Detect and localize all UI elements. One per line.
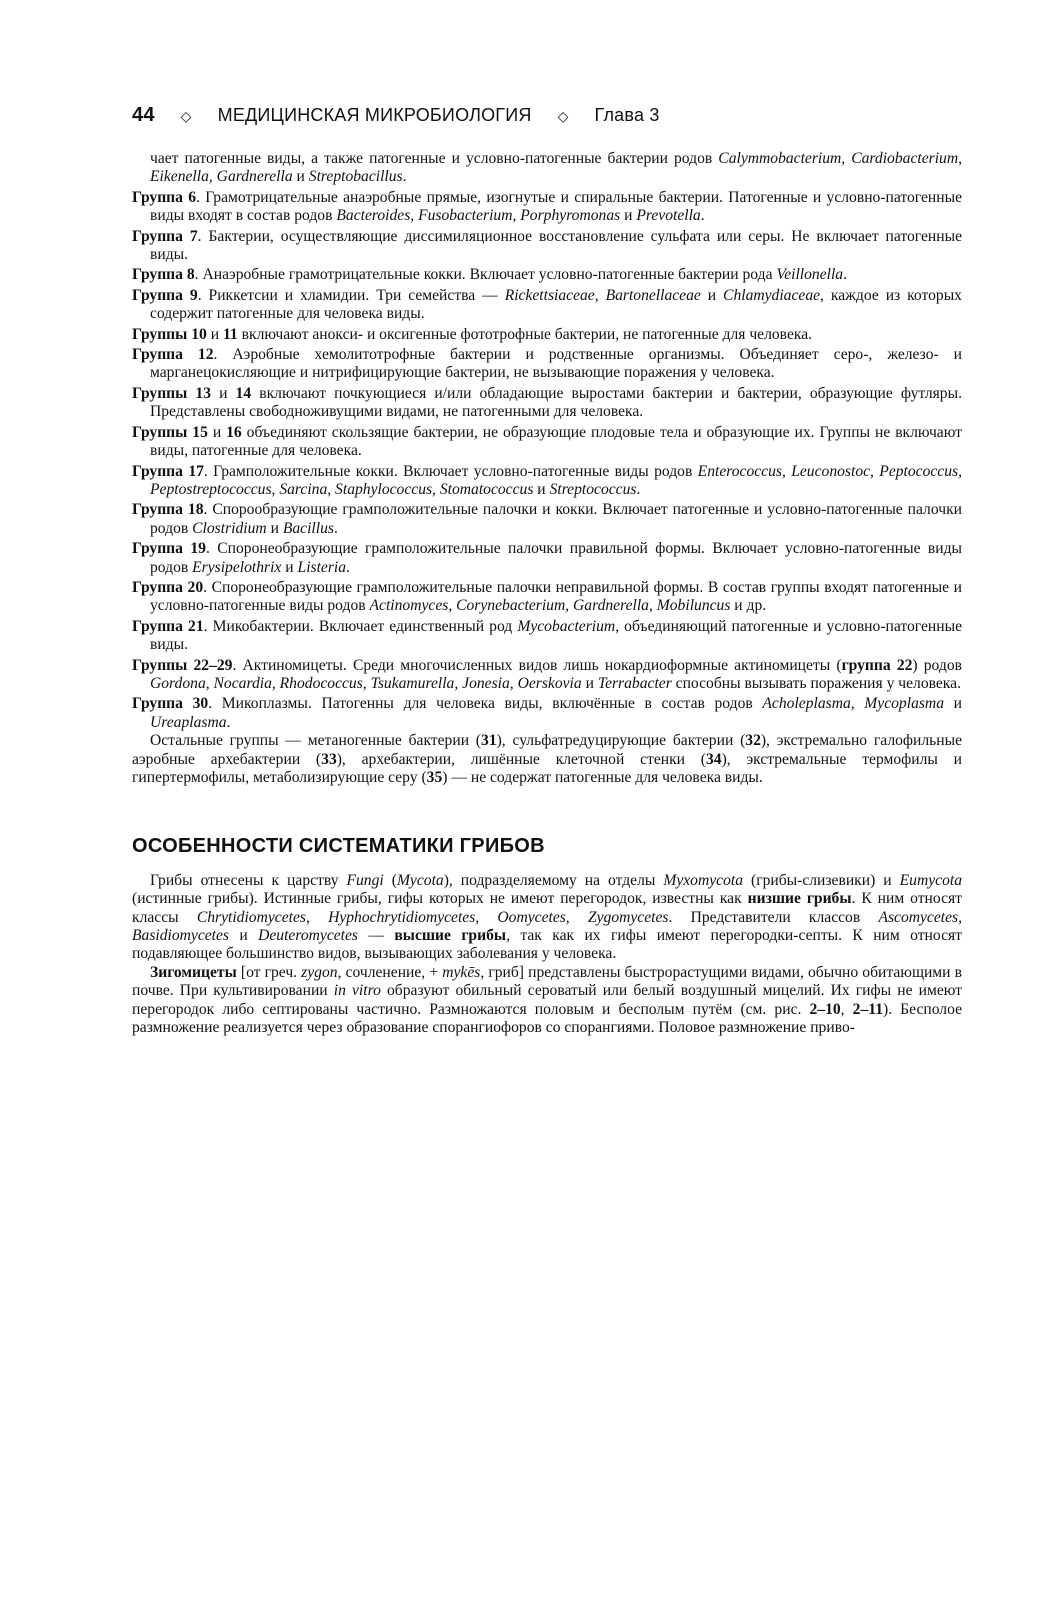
remaining-groups-paragraph: Остальные группы — метаногенные бактерии (31), сульфатредуцирующие бактерии (32), экстремально галофильные аэробные архебактерии (33), архебактерии, лишённые клеточной стенки (34), экстремальные термофилы и гипертермофилы, метаболизирующие серу (35) — не содержат патогенные для человека виды. [132, 732, 962, 786]
fungi-paragraph-2: Зигомицеты [от греч. zygon, сочленение, + mykēs, гриб] представлены быстрорастущими видами, обычно обитающими в почве. При культивировании in vitro образуют обильный сероватый или белый воздушный мицелий. Их гифы не имеют перегородок либо септированы частично. Размножаются половым и бесполым путём (см. рис. 2–10, 2–11). Бесполое размножение реализуется через образование спорангиофоров со спорангиями. Половое размножение приво- [132, 963, 962, 1037]
group-18-paragraph: Группа 18. Спорообразующие грамположительные палочки и кокки. Включает патогенные и условно-патогенные палочки родов Clostridium и Bacillus. [132, 501, 963, 537]
group-22-29-paragraph: Группы 22–29. Актиномицеты. Среди многочисленных видов лишь нокардиоформные актиномицеты (группа 22) родов Gordona, Nocardia, Rhodococcus, Tsukamurella, Jonesia, Oerskovia и Terrabacter способны вызывать поражения у человека. [132, 656, 962, 692]
diamond-separator-icon: ◇ [180, 108, 192, 124]
group-12-paragraph: Группа 12. Аэробные хемолитотрофные бактерии и родственные организмы. Объединяет серо-, железо- и марганецокисляющие и нитрифицирующие бактерии, не вызывающие поражения у человека. [132, 346, 962, 382]
group-10-11-paragraph: Группы 10 и 11 включают анокси- и оксигенные фототрофные бактерии, не патогенные для человека. [132, 325, 813, 343]
group-17-paragraph: Группа 17. Грамположительные кокки. Включает условно-патогенные виды родов Enterococcus, Leuconostoc, Peptococcus, Peptostreptococcus, Sarcina, Staphylococcus, Stomatococcus и Streptococcus. [132, 462, 962, 498]
group-15-16-paragraph: Группы 15 и 16 объединяют скользящие бактерии, не образующие плодовые тела и образующие их. Группы не включают виды, патогенные для человека. [132, 423, 962, 460]
intro-paragraph: чает патогенные виды, а также патогенные и условно-патогенные бактерии родов Calymmobacterium, Cardiobacterium, Eikenella, Gardnerella и Streptobacillus. [150, 150, 962, 186]
group-19-paragraph: Группа 19. Спoронеобразующие грамположительные палочки правильной формы. Включает условно-патогенные виды родов Erysipelothrix и Listeria. [132, 540, 962, 576]
running-header [132, 104, 972, 132]
group-13-14-paragraph: Группы 13 и 14 включают почкующиеся и/или обладающие выростами бактерии и бактерии, образующие футляры. Представлены свободноживущими видами, не патогенными для человека. [132, 384, 962, 421]
chapter-label: Глава 3 [594, 105, 660, 125]
group-21-paragraph: Группа 21. Микобактерии. Включает единственный род Mycobacterium, объединяющий патогенные и условно-патогенные виды. [132, 617, 962, 654]
group-8-paragraph: Группа 8. Анаэробные грамотрицательные кокки. Включает условно-патогенные бактерии рода Veillonella. [132, 266, 848, 284]
group-6-paragraph: Группа 6. Грамотрицательные анаэробные прямые, изогнутые и спиральные бактерии. Патогенные и условно-патогенные виды входят в состав родов Bacteroides, Fusobacterium, Porphyromonas и Prevotella. [132, 188, 962, 225]
book-title: МЕДИЦИНСКАЯ МИКРОБИОЛОГИЯ [217, 105, 532, 125]
group-30-paragraph: Группа 30. Микоплазмы. Патогенны для человека виды, включённые в состав родов Acholeplasma, Mycoplasma и Ureaplasma. [132, 695, 962, 731]
group-9-paragraph: Группа 9. Риккетсии и хламидии. Три семейства — Rickettsiaceae, Bartonellaceae и Chlamydiaceae, каждое из которых содержит патогенные для человека виды. [132, 286, 962, 323]
group-20-paragraph: Группа 20. Спoронеобразующие грамположительные палочки неправильной формы. В состав группы входят патогенные и условно-патогенные виды родов Actinomyces, Corynebacterium, Gardnerella, Mobiluncus и др. [132, 578, 962, 615]
body-text [132, 150, 962, 1037]
section-heading: ОСОБЕННОСТИ СИСТЕМАТИКИ ГРИБОВ [132, 835, 545, 858]
fungi-paragraph-1: Грибы отнесены к царству Fungi (Mycota), подразделяемому на отделы Myxomycota (грибы-слизевики) и Eumycota (истинные грибы). Истинные грибы, гифы которых не имеют перегородок, известны как низшие грибы. К ним относят классы Chrytidiomycetes, Hyphochrytidiomycetes, Oomycetes, Zygomycetes. Представители классов Ascomycetes, Basidiomycetes и Deuteromycetes — высшие грибы, так как их гифы имеют перегородки-септы. К ним относят подавляющее большинство видов, вызывающих заболевания у человека. [132, 871, 962, 963]
page-number: 44 [132, 104, 155, 126]
diamond-separator-icon: ◇ [557, 108, 569, 124]
group-7-paragraph: Группа 7. Бактерии, осуществляющие диссимиляционное восстановление сульфата или серы. Не включает патогенные виды. [132, 227, 962, 264]
